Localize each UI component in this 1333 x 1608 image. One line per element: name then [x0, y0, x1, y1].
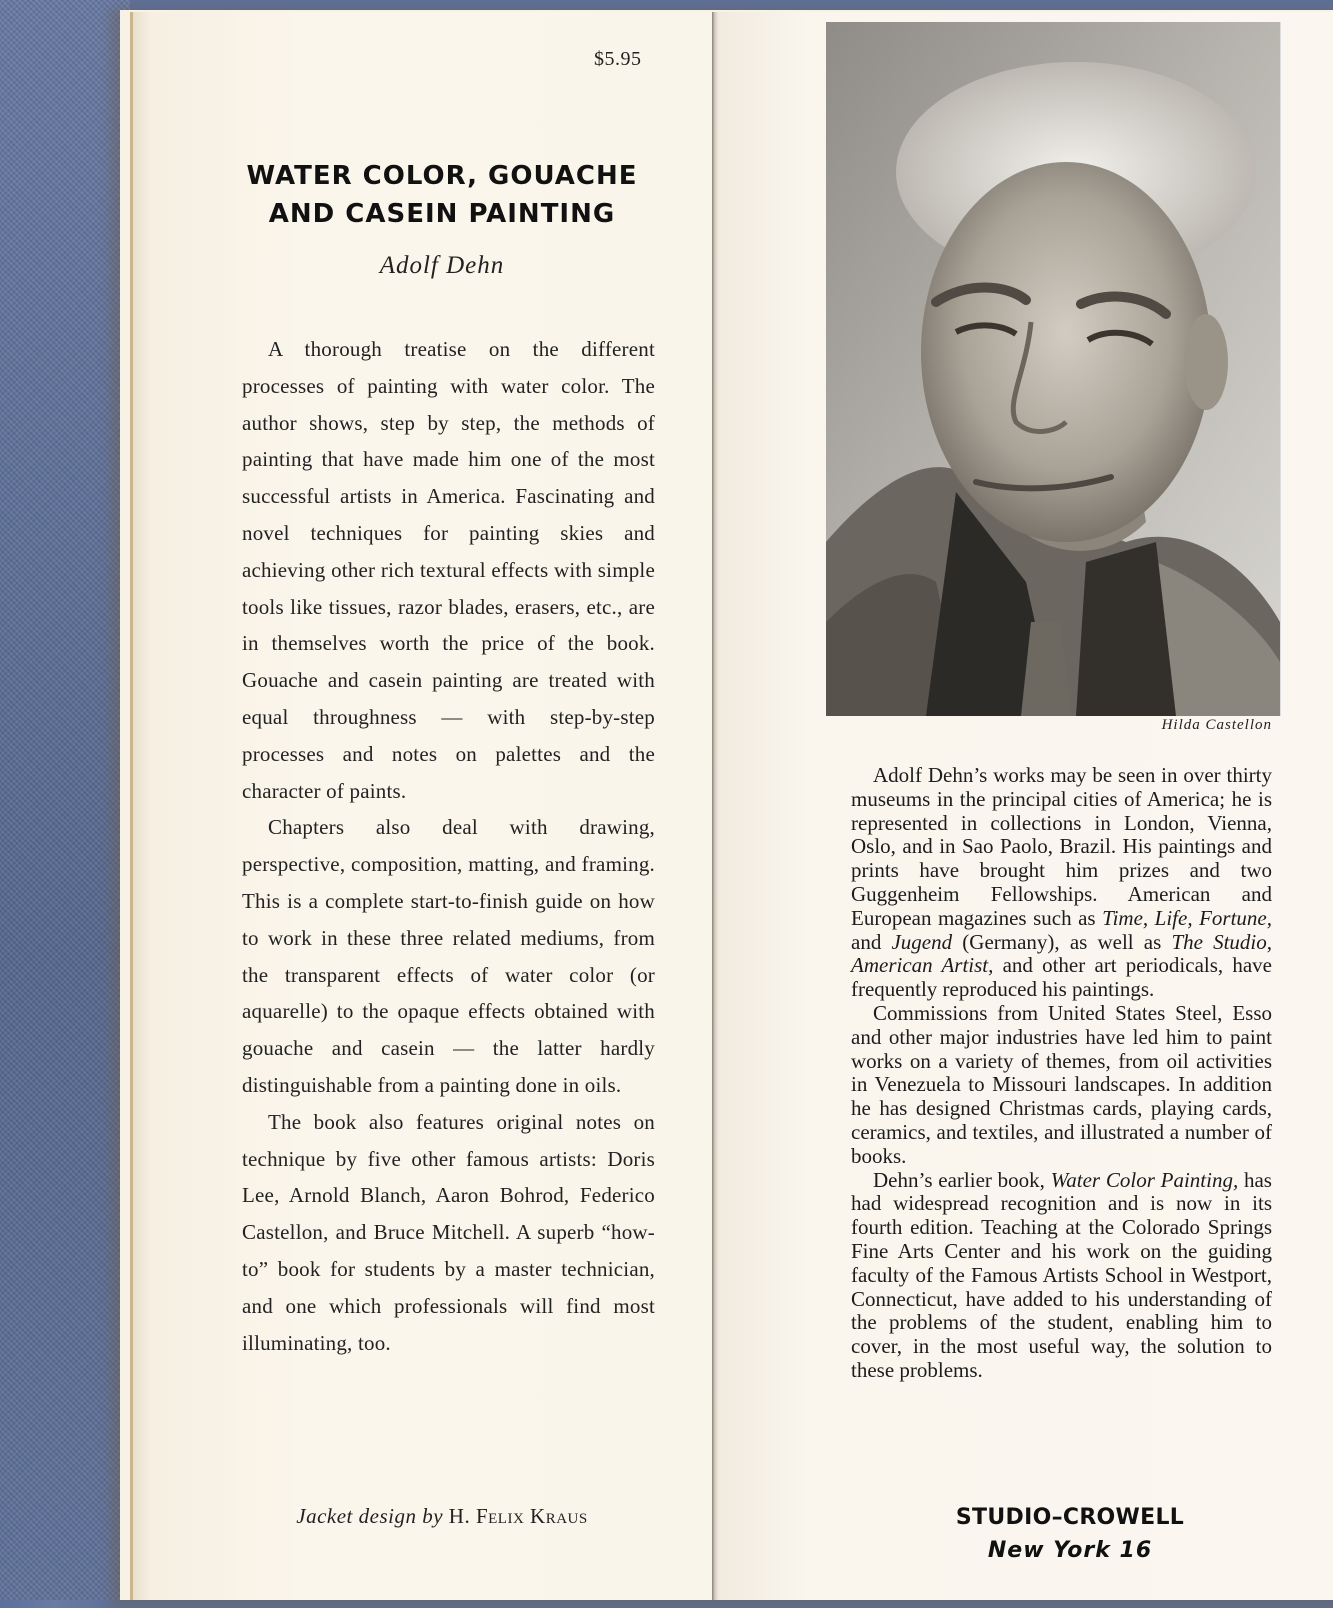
- bio-text: has had widespread recognition and is now in its fourth edition. Teaching at the Colorado Springs Fine Arts Center and his work on the guiding faculty of the Famous Artists School in Westport, Connecticut, have added to his understanding of the problems of the student, enabling him to cover, in the most useful way, the solution to these problems.: [851, 1167, 1272, 1382]
- bio-paragraph: Commissions from United States Steel, Esso and other major industries have led him to paint works on a variety of themes, from oil activities in Venezuela to Missouri landscapes. In addition he has designed Christmas cards, playing cards, ceramics, and textiles, and illustrated a number of books.: [851, 1000, 1272, 1168]
- publisher-city: New York 16: [987, 1538, 1153, 1563]
- bio-paragraph: [851, 764, 1272, 1002]
- publisher-name: STUDIO–CROWELL: [955, 1505, 1185, 1530]
- book-description: [242, 331, 655, 1361]
- magazine-titles: Time, Life, Fortune,: [1102, 905, 1272, 930]
- jacket-design-credit: [222, 1504, 662, 1529]
- bio-paragraph: [851, 1169, 1272, 1383]
- description-paragraph: A thorough treatise on the different processes of painting with water color. The author shows, step by step, the methods of painting that have made him one of the most successful artists in America. Fascinating and novel techniques for painting skies and achieving other rich textural effects with simple tools like tissues, razor blades, erasers, etc., are in themselves worth the price of the book. Gouache and casein painting are treated with equal throughness — with step-by-step processes and notes on palettes and the character of paints.: [242, 337, 655, 803]
- bio-text: Dehn’s earlier book,: [873, 1167, 1051, 1192]
- publisher-imprint: [900, 1505, 1240, 1563]
- bio-text: and: [851, 929, 892, 954]
- author-portrait-photo: [826, 22, 1281, 716]
- title-line-2: AND CASEIN PAINTING: [268, 199, 616, 229]
- price: $5.95: [594, 48, 642, 70]
- description-paragraph: The book also features original notes on technique by five other famous artists: Doris Lee, Arnold Blanch, Aaron Bohrod, Federico Castellon, and Bruce Mitchell. A superb “how-to” book for students by a master technician, and one which professionals will find most illuminating, too.: [242, 1109, 655, 1355]
- author-name: Adolf Dehn: [379, 252, 505, 279]
- magazine-title: Jugend: [891, 929, 953, 954]
- book-title: [222, 157, 662, 233]
- description-paragraph: Chapters also deal with drawing, perspective, composition, matting, and framing. This is a complete start-to-finish guide on how to work in these three related mediums, from the transparent effects of water color (or aquarelle) to the opaque effects obtained with gouache and casein — the latter hardly distinguishable from a painting done in oils.: [242, 815, 655, 1097]
- magazine-titles: The Studio, American Artist,: [851, 929, 1273, 978]
- bio-text: Adolf Dehn’s works may be seen in over thirty museums in the principal cities of America; he is represented in collections in London, Vienna, Oslo, and in Sao Paolo, Brazil. His paintings and prints have brought him prizes and two Guggenheim Fellowships. American and European magazines such as: [851, 763, 1272, 930]
- jacket-designer: H. Felix Kraus: [448, 1504, 588, 1528]
- portrait-illustration: [826, 22, 1280, 716]
- bio-text: and other art periodicals, have frequently reproduced his paintings.: [851, 953, 1272, 1002]
- bio-text: (Germany), as well as: [952, 929, 1172, 954]
- title-line-1: WATER COLOR, GOUACHE: [246, 161, 638, 191]
- jacket-design-label: Jacket design by: [296, 1504, 444, 1528]
- photo-credit: Hilda Castellon: [1161, 717, 1272, 733]
- author-biography: [851, 764, 1272, 1383]
- book-title-reference: Water Color Painting,: [1050, 1167, 1239, 1192]
